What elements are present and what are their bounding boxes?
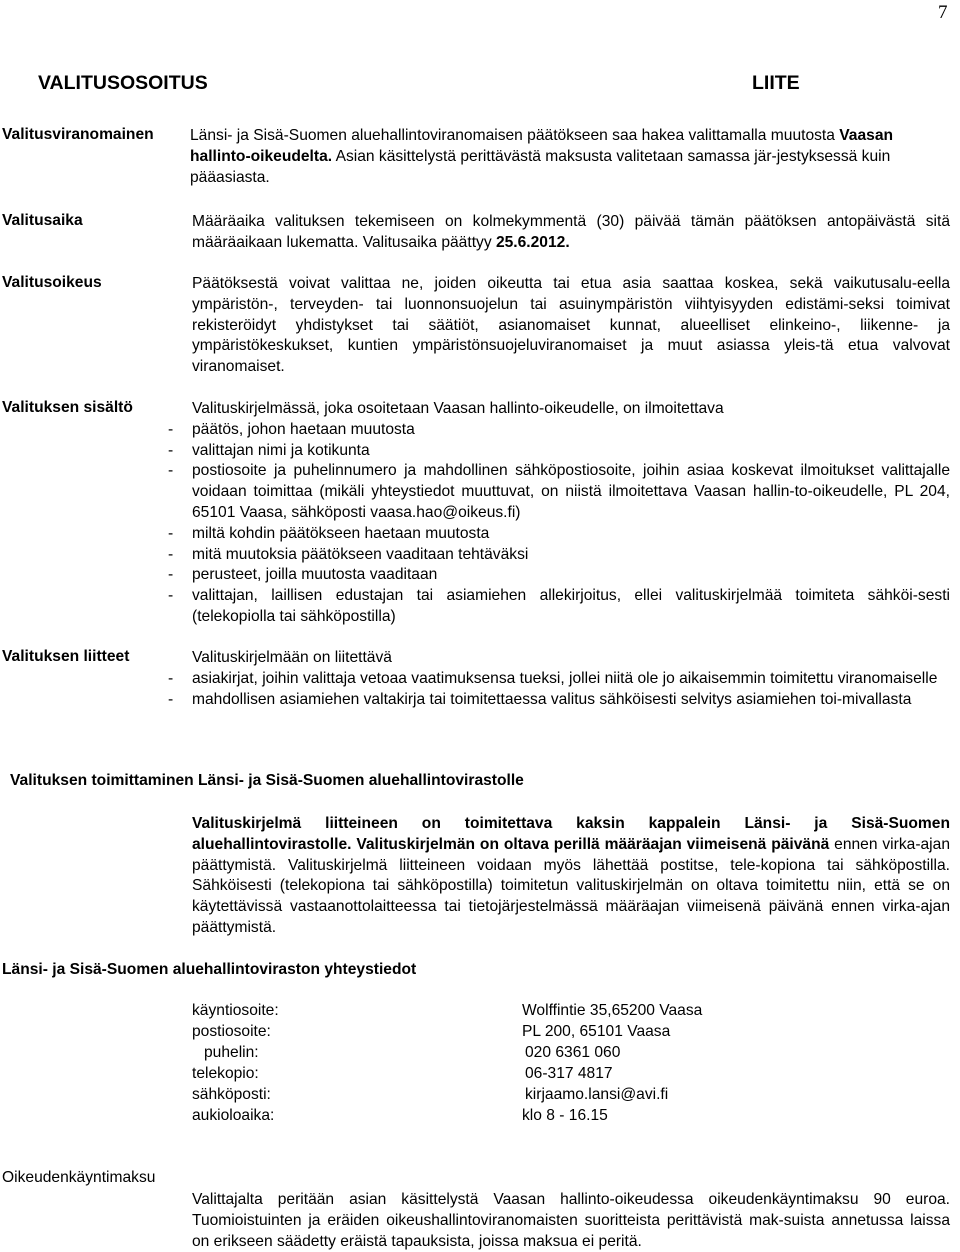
section-heading-yhteystiedot: Länsi- ja Sisä-Suomen aluehallintoviraston yhteystiedot: [2, 961, 417, 978]
section-text: [192, 212, 950, 254]
list-item: - postiosoite ja puhelinnumero ja mahdollinen sähköpostiosoite, joihin asiaa koskevat ilmoitukset valittajalle voidaan toimittaa (mikäli yhteystiedot muuttuvat, on niistä ilmoitettava Vaasan hallin-to-oikeudelle, PL 204, 65101 Vaasa, sähköposti vaasa.hao@oikeus.fi): [192, 461, 950, 523]
section-text: [192, 648, 950, 710]
section-label: Valitusaika: [2, 212, 83, 229]
contact-value: Wolffintie 35,65200 Vaasa: [522, 1002, 703, 1019]
section-heading-maksu: Oikeudenkäyntimaksu: [2, 1169, 156, 1186]
contact-label: telekopio:: [192, 1065, 259, 1082]
section-label: Valitusviranomainen: [2, 126, 154, 143]
content-list: [192, 420, 950, 628]
list-item: - valittajan, laillisen edustajan tai asiamiehen allekirjoitus, ellei valituskirjelmää toimiteta sähköi-sesti (telekopiolla tai sähköpostilla): [192, 586, 950, 628]
list-item: - perusteet, joilla muutosta vaaditaan: [192, 565, 950, 586]
contact-value: kirjaamo.lansi@avi.fi: [525, 1086, 669, 1103]
attachments-list: [192, 669, 950, 711]
section-label: Valitusoikeus: [2, 274, 102, 291]
section-label: Valituksen sisältö: [2, 399, 133, 416]
page-number: 7: [938, 2, 948, 23]
section-heading-toimittaminen: Valituksen toimittaminen Länsi- ja Sisä-Suomen aluehallintovirastolle: [10, 772, 524, 789]
document-title: VALITUSOSOITUS: [38, 72, 208, 94]
list-item: - mahdollisen asiamiehen valtakirja tai toimitettaessa valitus sähköisesti selvitys asiamiehen toi-mivallasta: [192, 690, 950, 711]
text-bold: Valituskirjelmä liitteineen on toimitettava kaksin kappalein Länsi- ja Sisä-Suomen aluehallintovirastolle.: [192, 815, 950, 853]
list-intro: Valituskirjelmässä, joka osoitetaan Vaasan hallinto-oikeudelle, on ilmoitettava: [192, 400, 724, 417]
contact-label: käyntiosoite:: [192, 1002, 279, 1019]
contact-value: 020 6361 060: [525, 1044, 621, 1061]
document-title-right: LIITE: [752, 72, 800, 94]
list-item: - valittajan nimi ja kotikunta: [192, 441, 950, 462]
contact-label: sähköposti:: [192, 1086, 271, 1103]
contact-value: PL 200, 65101 Vaasa: [522, 1023, 671, 1040]
list-item: - päätös, johon haetaan muutosta: [192, 420, 950, 441]
text-bold: Valituskirjelmän on oltava perillä määräajan viimeisenä päivänä: [351, 835, 830, 853]
text-part: Länsi- ja Sisä-Suomen aluehallintoviranomaisen päätökseen saa hakea valittamalla muutosta: [190, 127, 835, 144]
section-label: Valituksen liitteet: [2, 648, 130, 665]
text-bold: 25.6.2012.: [495, 233, 570, 251]
section-text: [190, 126, 952, 188]
list-item: - asiakirjat, joihin valittaja vetoaa vaatimuksensa tueksi, jollei niitä ole jo aikaisemmin toimitettu viranomaiselle: [192, 669, 950, 690]
contact-label: aukioloaika:: [192, 1107, 275, 1124]
list-item: - mitä muutoksia päätökseen vaaditaan tehtäväksi: [192, 545, 950, 566]
text-part: Asian käsittelystä perittävästä maksusta valitetaan samassa jär-jestyksessä kuin pääasiasta.: [190, 147, 891, 186]
contact-value: klo 8 - 16.15: [522, 1107, 608, 1124]
contact-value: 06-317 4817: [525, 1065, 613, 1082]
text-part: ennen virka-ajan päättymistä. Valituskirjelmä liitteineen voidaan myös lähettää postitse, tele-kopiona tai sähköpostilla. Sähköisesti (telekopiona tai sähköpostilla) toimitetun valituskirjelmän on oltava toimitettu niin, että se on käytettävissä vastaanottolaitteessa tai tietojärjestelmässä määräajan viimeisenä päivänä ennen virka-ajan päättymistä.: [192, 835, 950, 936]
text-part: Määräaika valituksen tekemiseen on kolmekymmentä (30) päivää tämän päätöksen antopäivästä sitä määräaikaan lukematta. Valitusaika päättyy: [192, 213, 950, 251]
contact-label: puhelin:: [204, 1044, 259, 1061]
list-intro: Valituskirjelmään on liitettävä: [192, 649, 392, 666]
text-bold: Vaasan hallinto-oikeudelta.: [190, 127, 894, 165]
contact-label: postiosoite:: [192, 1023, 271, 1040]
section-text: [192, 399, 950, 628]
section-text-toimittaminen: [192, 814, 950, 939]
section-text-maksu: Valittajalta peritään asian käsittelystä Vaasan hallinto-oikeudessa oikeudenkäyntimaksu 90 euroa. Tuomioistuinten ja eräiden oikeushallintoviranomaisten suoritteista perittävistä mak-suista annetussa laissa on erikseen säädetty eräistä tapauksista, joissa maksua ei peritä.: [192, 1191, 950, 1250]
section-text: Päätöksestä voivat valittaa ne, joiden oikeutta tai etua asia saattaa koskea, sekä vaikutusalu-eella ympäristön-, terveyden- tai luonnonsuojelun tai asuinympäristön viihtyisyyden edistämi-seksi toimivat rekisteröidyt yhdistykset tai säätiöt, asianomaiset kunnat, alueelliset elinkeino-, liikenne- ja ympäristökeskukset, kuntien ympäristönsuojeluviranomaiset ja muut asiassa yleis-tä etua valvovat viranomaiset.: [192, 275, 950, 376]
list-item: - miltä kohdin päätökseen haetaan muutosta: [192, 524, 950, 545]
